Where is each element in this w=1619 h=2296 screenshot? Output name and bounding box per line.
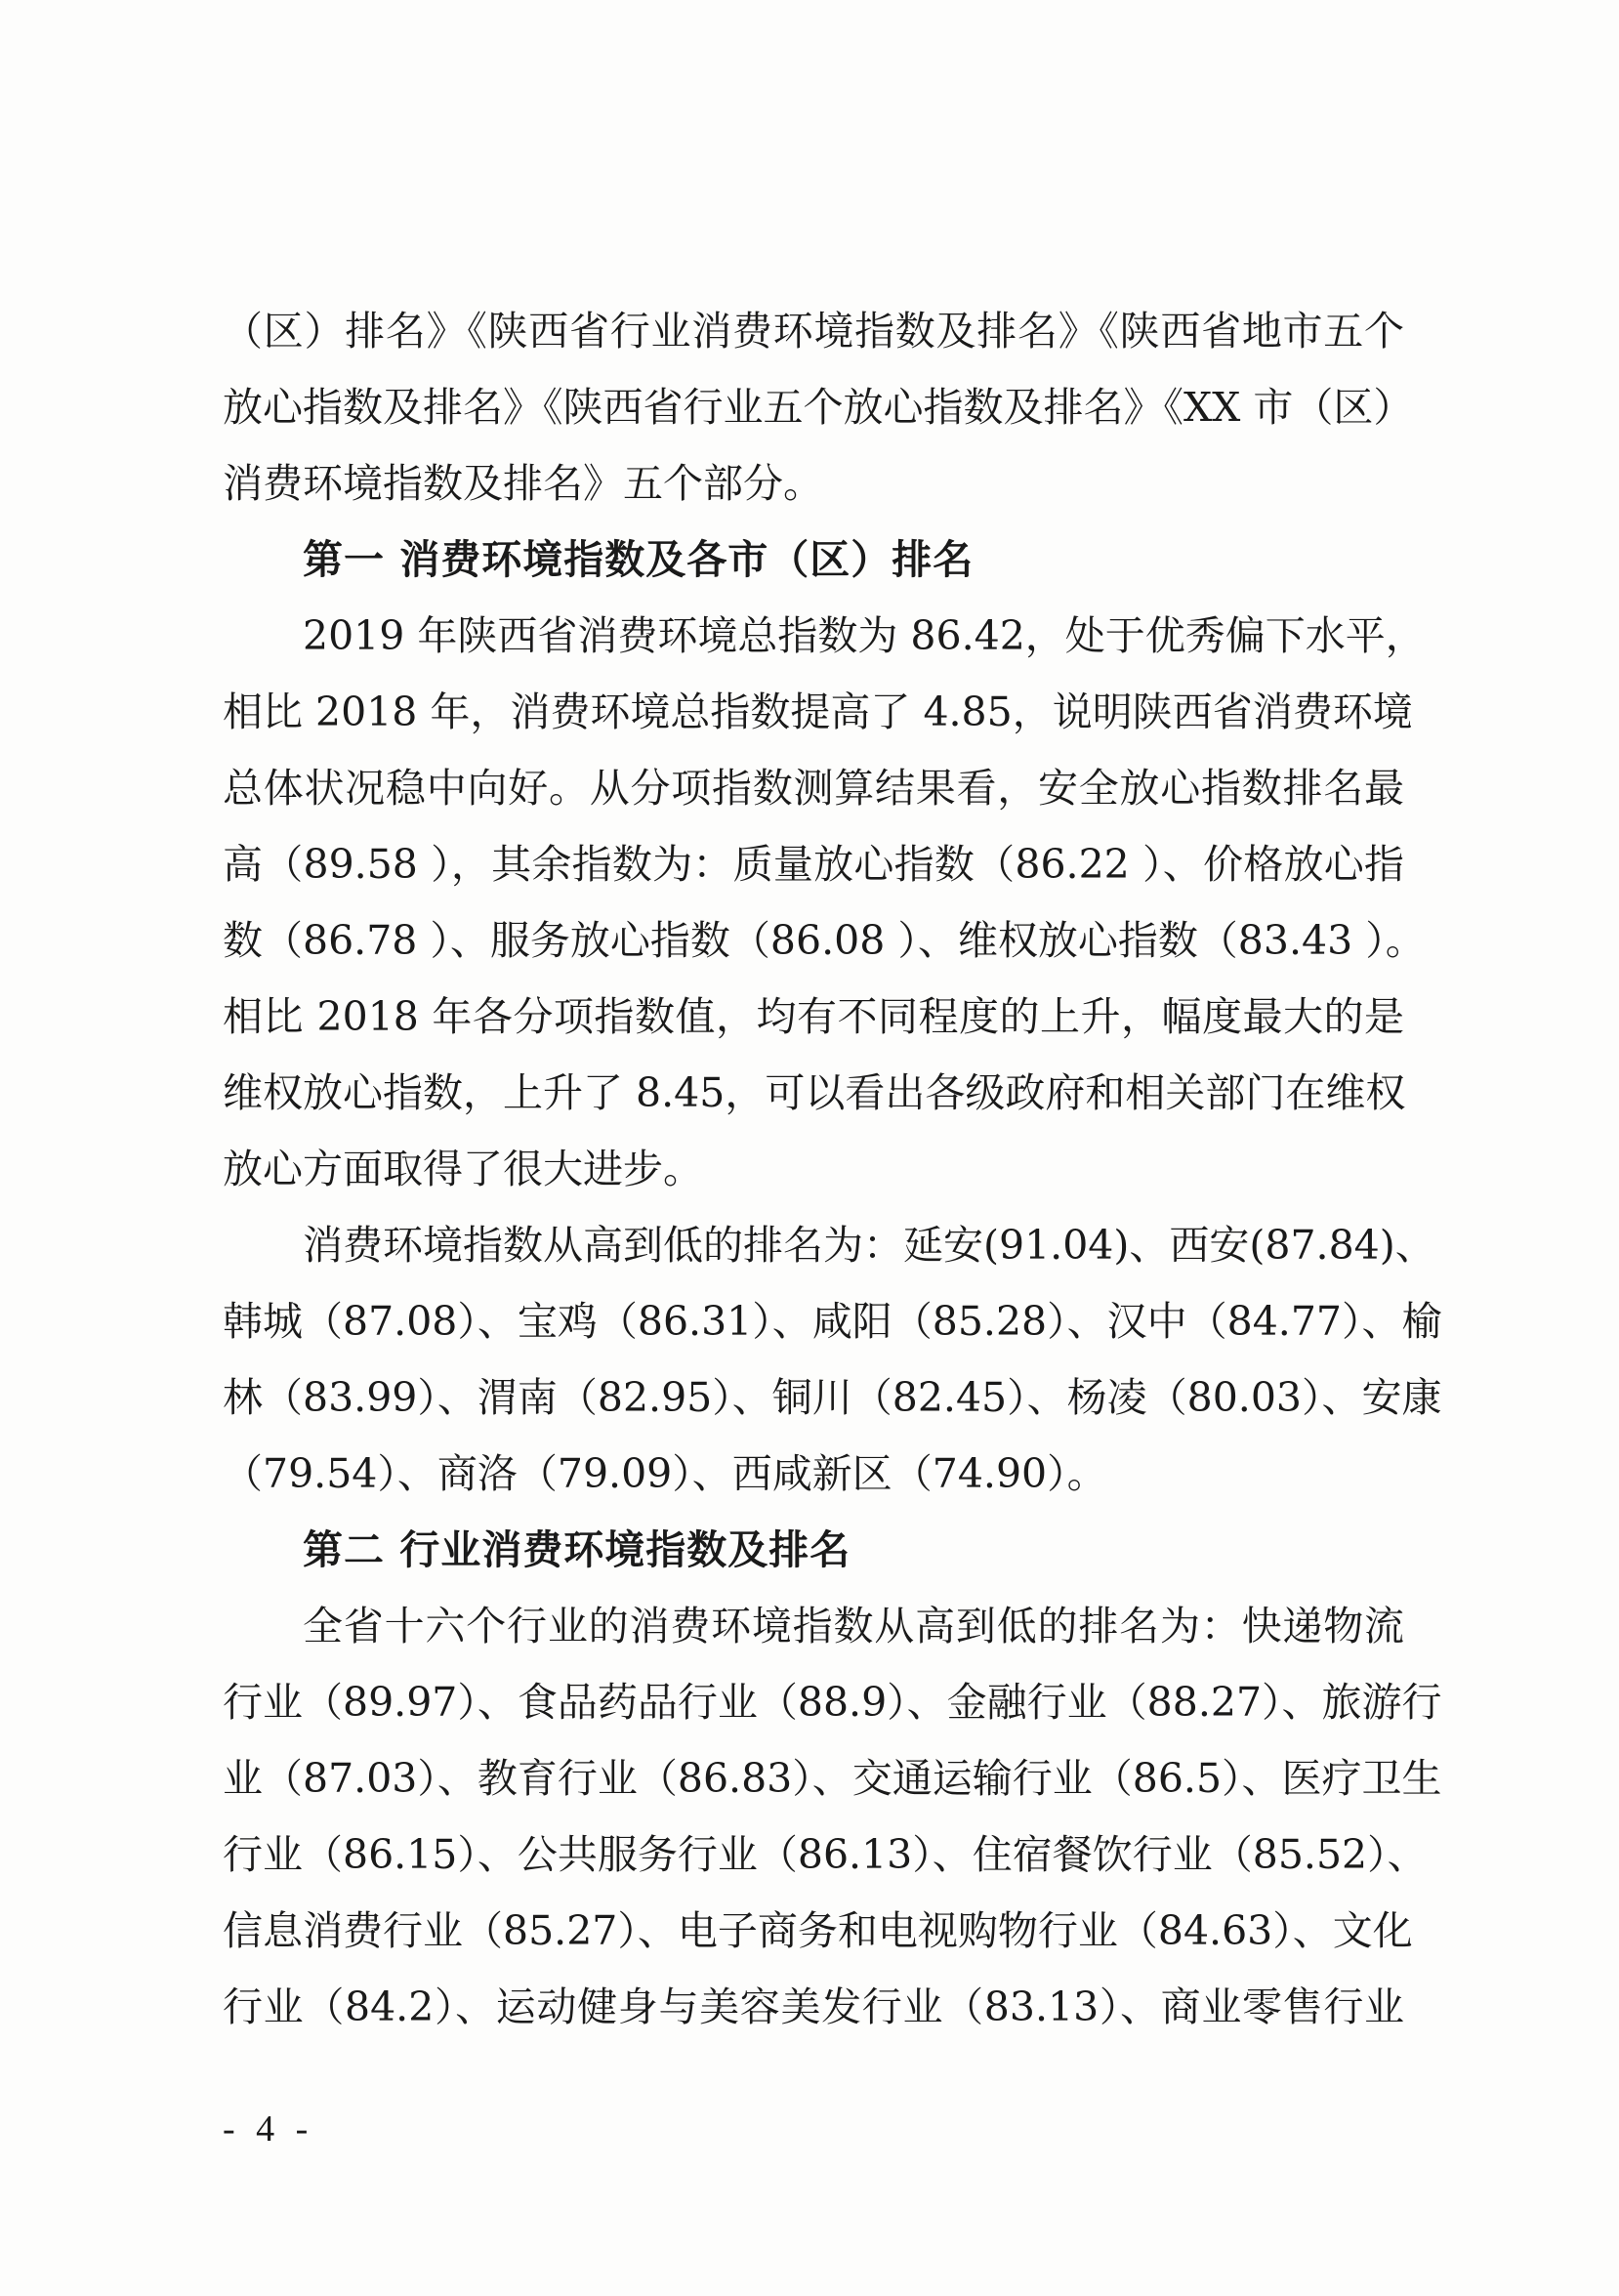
text-line: 高（89.58 ），其余指数为：质量放心指数（86.22 ）、价格放心指 <box>223 841 1404 888</box>
text-line: 林（83.99）、渭南（82.95）、铜川（82.45）、杨凌（80.03）、安康 <box>223 1374 1442 1421</box>
text-line: 韩城（87.08）、宝鸡（86.31）、咸阳（85.28）、汉中（84.77）、榆 <box>223 1298 1442 1345</box>
text-line: （区）排名》《陕西省行业消费环境指数及排名》《陕西省地市五个 <box>223 308 1404 355</box>
text-line: 总体状况稳中向好。从分项指数测算结果看，安全放心指数排名最 <box>223 765 1404 812</box>
text-line: 消费环境指数及排名》五个部分。 <box>223 460 823 507</box>
page-number: - 4 - <box>223 2108 314 2150</box>
text-line: 2019 年陕西省消费环境总指数为 86.42，处于优秀偏下水平， <box>303 612 1426 659</box>
text-line: 放心方面取得了很大进步。 <box>223 1146 703 1192</box>
text-line: 相比 2018 年，消费环境总指数提高了 4.85，说明陕西省消费环境 <box>223 689 1413 735</box>
text-line: 放心指数及排名》《陕西省行业五个放心指数及排名》《XX 市（区） <box>223 384 1414 431</box>
text-line: 消费环境指数从高到低的排名为：延安(91.04)、西安(87.84)、 <box>303 1222 1435 1269</box>
text-line: 业（87.03）、教育行业（86.83）、交通运输行业（86.5）、医疗卫生 <box>223 1755 1442 1802</box>
text-line: 相比 2018 年各分项指数值，均有不同程度的上升，幅度最大的是 <box>223 993 1404 1040</box>
body-text <box>223 293 1442 2045</box>
text-line: 维权放心指数，上升了 8.45，可以看出各级政府和相关部门在维权 <box>223 1069 1406 1116</box>
text-line: 数（86.78 ）、服务放心指数（86.08 ）、维权放心指数（83.43 ）。 <box>223 917 1426 964</box>
text-line: 行业（89.97）、食品药品行业（88.9）、金融行业（88.27）、旅游行 <box>223 1679 1442 1726</box>
section-heading-1: 第一 消费环境指数及各市（区）排名 <box>303 536 975 583</box>
section-heading-2: 第二 行业消费环境指数及排名 <box>303 1526 851 1573</box>
text-line: 行业（84.2）、运动健身与美容美发行业（83.13）、商业零售行业 <box>223 1983 1404 2030</box>
text-line: 行业（86.15）、公共服务行业（86.13）、住宿餐饮行业（85.52）、 <box>223 1831 1428 1878</box>
text-line: 信息消费行业（85.27）、电子商务和电视购物行业（84.63）、文化 <box>223 1907 1413 1954</box>
text-line: （79.54）、商洛（79.09）、西咸新区（74.90）。 <box>223 1450 1107 1497</box>
text-line: 全省十六个行业的消费环境指数从高到低的排名为：快递物流 <box>303 1603 1404 1649</box>
